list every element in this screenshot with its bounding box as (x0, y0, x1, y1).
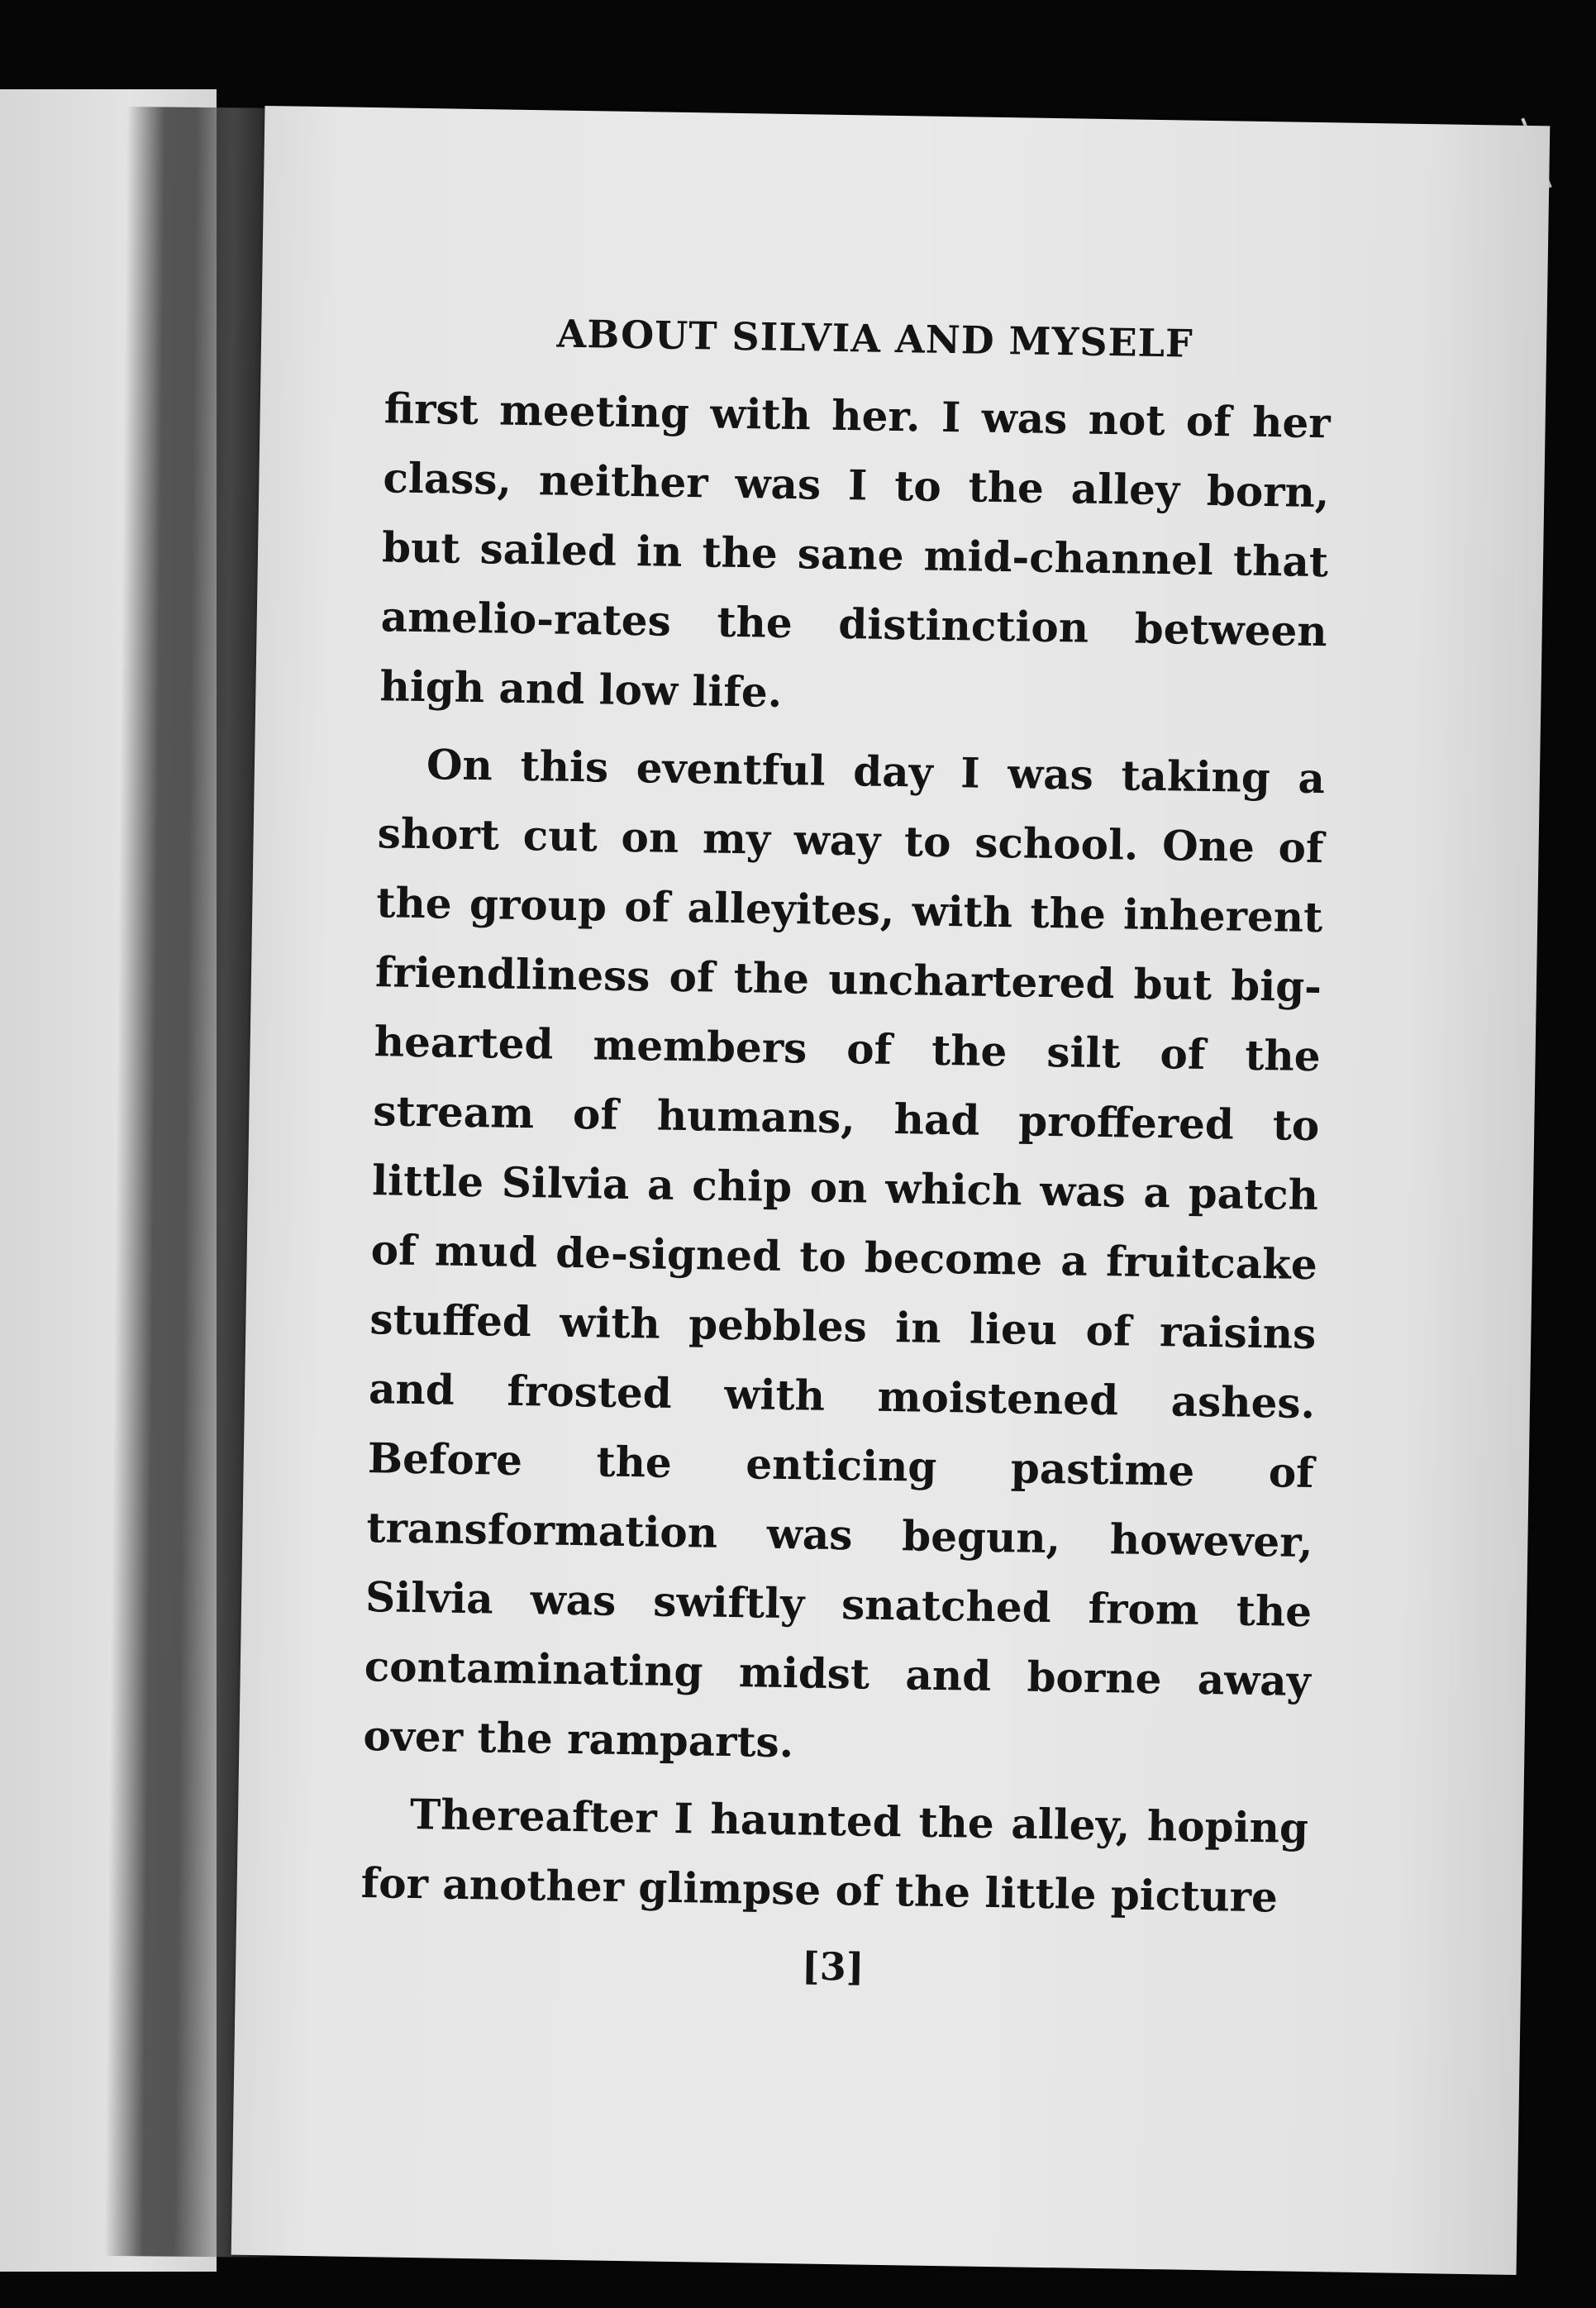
page-text-block (360, 306, 1332, 1999)
running-head: ABOUT SILVIA AND MYSELF (556, 311, 1194, 366)
paragraph: On this eventful day I was taking a short cut on my way to school. One of the group of alleyites, with the inherent friendliness of the unchartered but big-hearted members of the silt of the stream of humans, had proffered to little Silvia a chip on which was a patch of mud de-signed to become a fruitcake stuffed with pebbles in lieu of raisins and frosted with moistened ashes. Before the enticing pastime of transformation was begun, however, Silvia was swiftly snatched from the contaminating midst and borne away over the ramparts. (363, 740, 1326, 1767)
book-page (231, 106, 1551, 2275)
page-number: [3] (801, 1943, 865, 1990)
paragraph: Thereafter I haunted the alley, hoping for another glimpse of the little picture (360, 1789, 1309, 1922)
paragraph-continuation: first meeting with her. I was not of her class, neither was I to the alley born, but sailed in the sane mid-channel that amelio-rates the distinction between high and low life. (379, 384, 1332, 717)
